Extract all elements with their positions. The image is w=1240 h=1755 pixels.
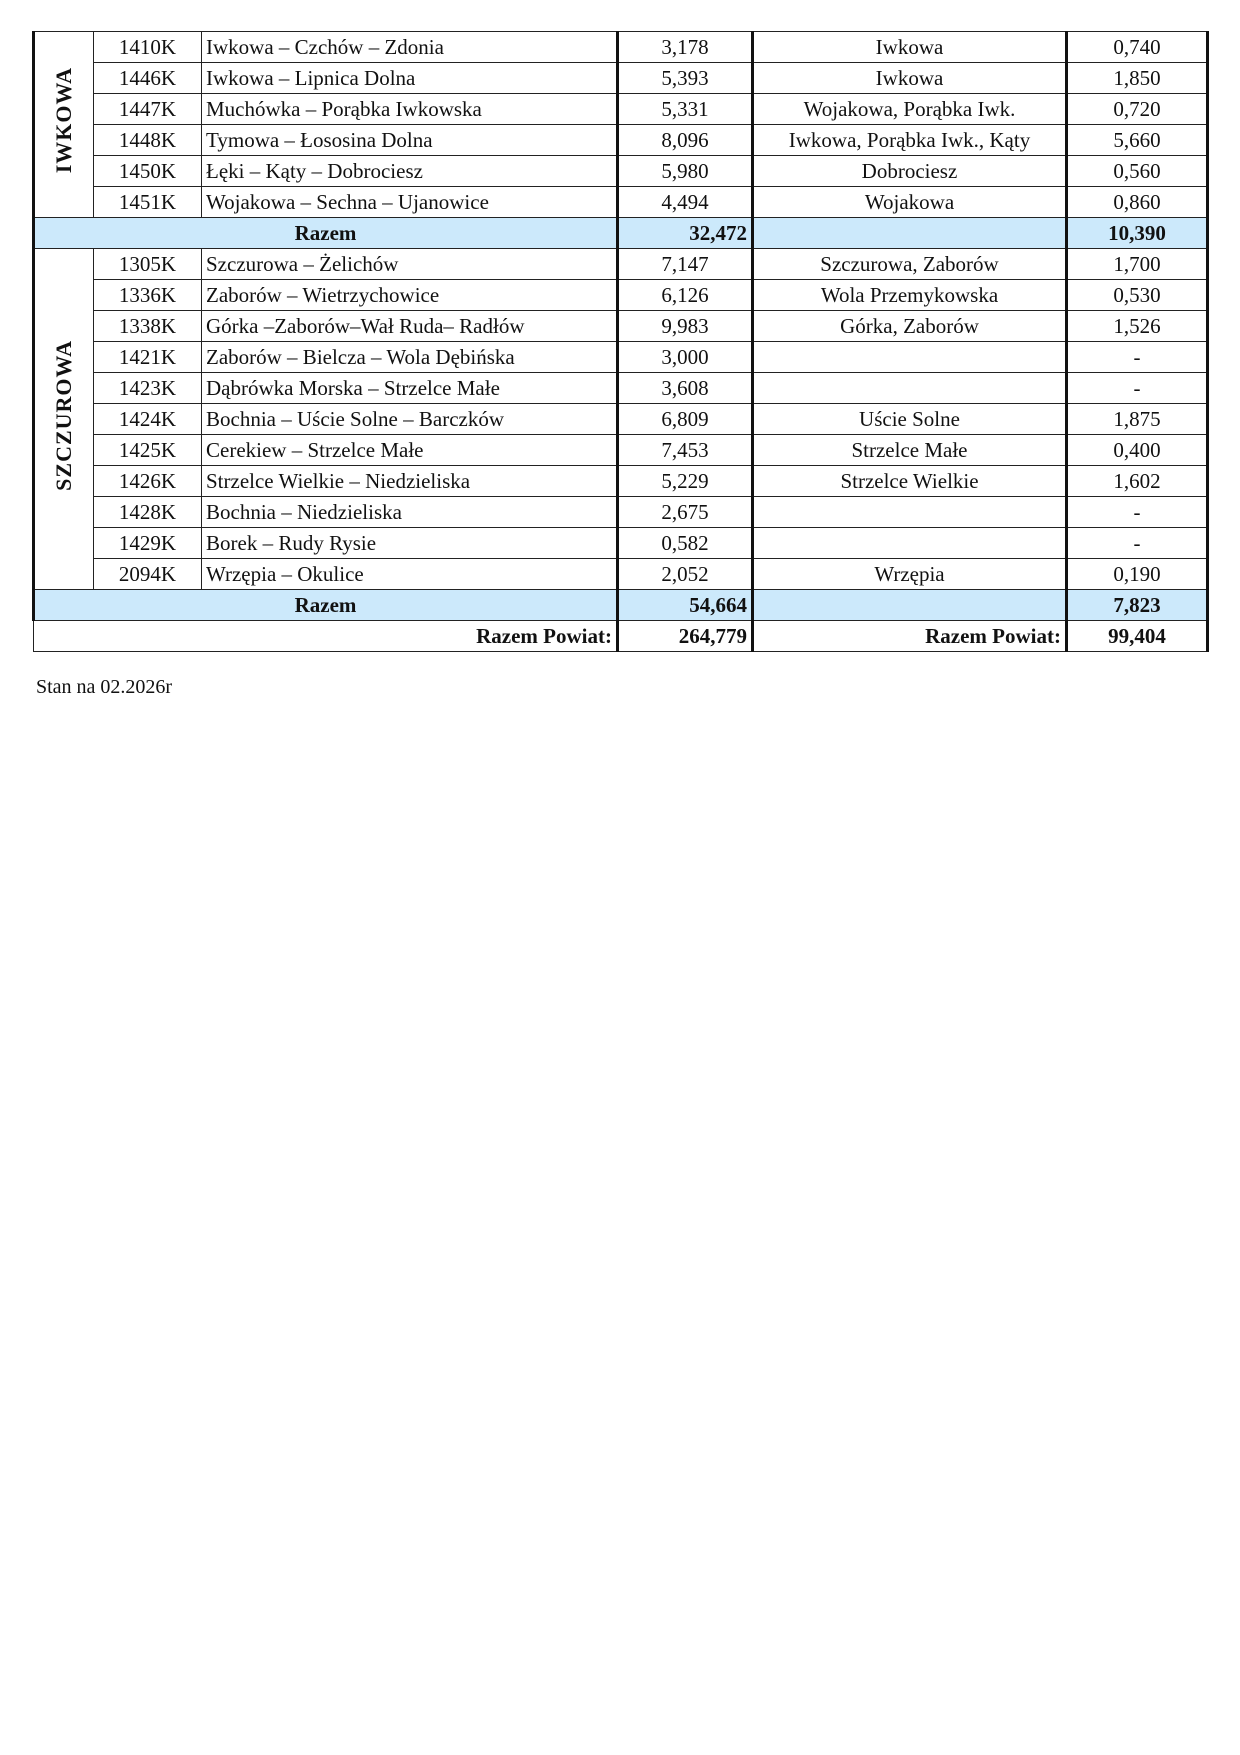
locality: Wrzępia [753, 559, 1067, 590]
road-number: 1446K [94, 63, 202, 94]
locality: Wola Przemykowska [753, 280, 1067, 311]
table-row [34, 249, 1208, 280]
length-in-locality: 0,720 [1067, 94, 1208, 125]
locality [753, 528, 1067, 559]
road-number: 1426K [94, 466, 202, 497]
commune-name: IWKOWA [51, 67, 76, 174]
road-number: 1424K [94, 404, 202, 435]
road-length: 3,000 [618, 342, 753, 373]
road-name: Borek – Rudy Rysie [202, 528, 618, 559]
road-length: 5,980 [618, 156, 753, 187]
road-number: 1410K [94, 32, 202, 63]
road-number: 1450K [94, 156, 202, 187]
table-row [34, 342, 1208, 373]
road-name: Tymowa – Łososina Dolna [202, 125, 618, 156]
table-row [34, 404, 1208, 435]
length-in-locality: 0,400 [1067, 435, 1208, 466]
table-row [34, 373, 1208, 404]
subtotal-row [34, 218, 1208, 249]
road-name: Wrzępia – Okulice [202, 559, 618, 590]
road-length: 6,126 [618, 280, 753, 311]
table-row [34, 559, 1208, 590]
road-name: Szczurowa – Żelichów [202, 249, 618, 280]
road-name: Cerekiew – Strzelce Małe [202, 435, 618, 466]
table-row [34, 63, 1208, 94]
commune-name: SZCZUROWA [51, 339, 76, 491]
subtotal-length: 54,664 [618, 590, 753, 621]
length-in-locality: - [1067, 373, 1208, 404]
subtotal-length-in-locality: 7,823 [1067, 590, 1208, 621]
subtotal-row [34, 590, 1208, 621]
locality: Górka, Zaborów [753, 311, 1067, 342]
road-number: 1421K [94, 342, 202, 373]
grand-total-label: Razem Powiat: [34, 621, 618, 652]
length-in-locality: 0,740 [1067, 32, 1208, 63]
locality: Uście Solne [753, 404, 1067, 435]
road-name: Zaborów – Wietrzychowice [202, 280, 618, 311]
locality: Iwkowa, Porąbka Iwk., Kąty [753, 125, 1067, 156]
road-name: Bochnia – Uście Solne – Barczków [202, 404, 618, 435]
table-row [34, 528, 1208, 559]
road-number: 1338K [94, 311, 202, 342]
length-in-locality: - [1067, 528, 1208, 559]
length-in-locality: 0,860 [1067, 187, 1208, 218]
road-name: Zaborów – Bielcza – Wola Dębińska [202, 342, 618, 373]
locality: Wojakowa [753, 187, 1067, 218]
subtotal-label: Razem [34, 218, 618, 249]
locality: Strzelce Małe [753, 435, 1067, 466]
road-length: 5,393 [618, 63, 753, 94]
subtotal-empty [753, 218, 1067, 249]
locality: Wojakowa, Porąbka Iwk. [753, 94, 1067, 125]
length-in-locality: 1,526 [1067, 311, 1208, 342]
road-number: 1448K [94, 125, 202, 156]
table-row [34, 497, 1208, 528]
road-length: 6,809 [618, 404, 753, 435]
locality [753, 342, 1067, 373]
road-number: 1451K [94, 187, 202, 218]
length-in-locality: 1,700 [1067, 249, 1208, 280]
subtotal-length: 32,472 [618, 218, 753, 249]
length-in-locality: 1,602 [1067, 466, 1208, 497]
road-name: Muchówka – Porąbka Iwkowska [202, 94, 618, 125]
locality: Szczurowa, Zaborów [753, 249, 1067, 280]
road-number: 2094K [94, 559, 202, 590]
road-number: 1305K [94, 249, 202, 280]
locality: Iwkowa [753, 32, 1067, 63]
road-name: Strzelce Wielkie – Niedzieliska [202, 466, 618, 497]
grand-total-length: 264,779 [618, 621, 753, 652]
table-row [34, 125, 1208, 156]
length-in-locality: 1,850 [1067, 63, 1208, 94]
road-name: Łęki – Kąty – Dobrociesz [202, 156, 618, 187]
road-name: Górka –Zaborów–Wał Ruda– Radłów [202, 311, 618, 342]
road-name: Bochnia – Niedzieliska [202, 497, 618, 528]
road-length: 9,983 [618, 311, 753, 342]
road-length: 2,052 [618, 559, 753, 590]
road-name: Iwkowa – Lipnica Dolna [202, 63, 618, 94]
table-row [34, 32, 1208, 63]
length-in-locality: 1,875 [1067, 404, 1208, 435]
locality [753, 373, 1067, 404]
road-length: 2,675 [618, 497, 753, 528]
length-in-locality: 0,560 [1067, 156, 1208, 187]
road-length: 5,331 [618, 94, 753, 125]
locality: Iwkowa [753, 63, 1067, 94]
road-name: Wojakowa – Sechna – Ujanowice [202, 187, 618, 218]
road-length: 7,453 [618, 435, 753, 466]
table-row [34, 311, 1208, 342]
roads-table [32, 31, 1209, 652]
road-name: Iwkowa – Czchów – Zdonia [202, 32, 618, 63]
table-row [34, 466, 1208, 497]
table-row [34, 156, 1208, 187]
subtotal-empty [753, 590, 1067, 621]
grand-total-length-in-locality: 99,404 [1067, 621, 1208, 652]
road-length: 0,582 [618, 528, 753, 559]
locality [753, 497, 1067, 528]
road-name: Dąbrówka Morska – Strzelce Małe [202, 373, 618, 404]
status-date-note: Stan na 02.2026r [36, 676, 173, 698]
locality: Dobrociesz [753, 156, 1067, 187]
length-in-locality: - [1067, 497, 1208, 528]
locality: Strzelce Wielkie [753, 466, 1067, 497]
road-length: 3,178 [618, 32, 753, 63]
length-in-locality: - [1067, 342, 1208, 373]
roads-table-body [34, 32, 1208, 652]
road-number: 1429K [94, 528, 202, 559]
commune-label-cell [34, 249, 94, 590]
road-length: 3,608 [618, 373, 753, 404]
road-length: 8,096 [618, 125, 753, 156]
road-length: 4,494 [618, 187, 753, 218]
length-in-locality: 0,190 [1067, 559, 1208, 590]
subtotal-label: Razem [34, 590, 618, 621]
subtotal-length-in-locality: 10,390 [1067, 218, 1208, 249]
table-row [34, 435, 1208, 466]
length-in-locality: 5,660 [1067, 125, 1208, 156]
road-length: 7,147 [618, 249, 753, 280]
road-number: 1428K [94, 497, 202, 528]
table-row [34, 94, 1208, 125]
road-length: 5,229 [618, 466, 753, 497]
road-number: 1336K [94, 280, 202, 311]
table-row [34, 187, 1208, 218]
commune-label-cell [34, 32, 94, 218]
table-row [34, 280, 1208, 311]
grand-total-label-right: Razem Powiat: [753, 621, 1067, 652]
road-number: 1447K [94, 94, 202, 125]
road-number: 1425K [94, 435, 202, 466]
road-number: 1423K [94, 373, 202, 404]
length-in-locality: 0,530 [1067, 280, 1208, 311]
grand-total-row [34, 621, 1208, 652]
